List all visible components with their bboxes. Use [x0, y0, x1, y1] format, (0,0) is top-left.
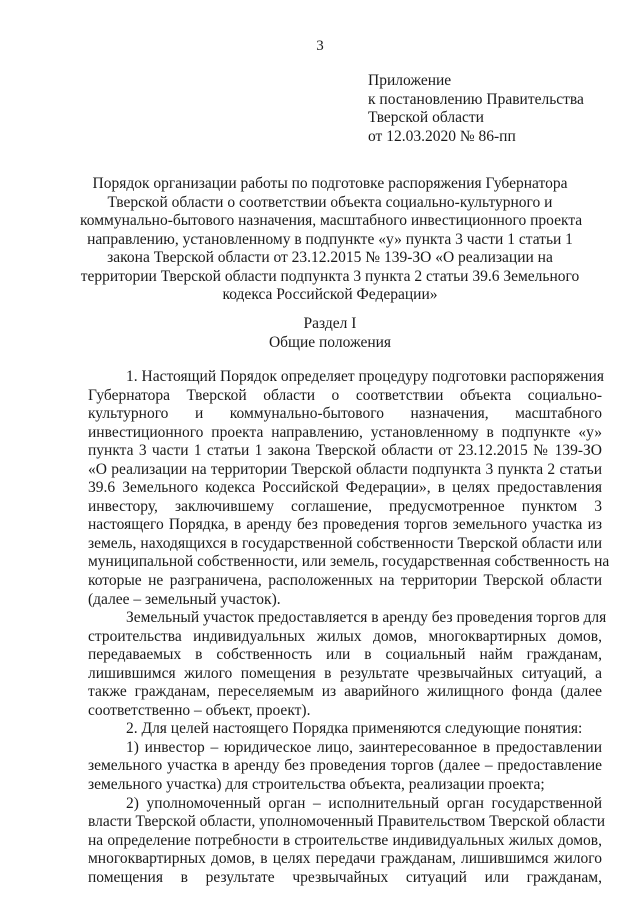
section-heading — [80, 314, 580, 352]
appendix-line: к постановлению Правительства — [368, 90, 584, 108]
title-line: территории Тверской области подпункта 3 пункта 2 статьи 39.6 Земельного — [80, 267, 580, 285]
section-number: Раздел I — [303, 315, 357, 332]
paragraph-line: строительства индивидуальных жилых домов, многоквартирных домов, — [88, 627, 602, 645]
title-line: закона Тверской области от 23.12.2015 № 139-ЗО «О реализации на — [107, 249, 553, 266]
title-line: Порядок организации работы по подготовке распоряжения Губернатора — [92, 175, 568, 192]
title-line: Тверской области о соответствии объекта социально-культурного и — [107, 193, 553, 211]
paragraph-line: на определение потребности в строительстве индивидуальных жилых домов, — [88, 831, 602, 849]
paragraph-line: которые не разграничена, расположенных на территории Тверской области — [88, 572, 602, 590]
title-line: коммунально-бытового назначения, масштабного инвестиционного проекта — [80, 212, 583, 229]
paragraph-line: лишившимся жилого помещения в результате чрезвычайных ситуаций, а — [88, 664, 602, 682]
paragraph-line: власти Тверской области, уполномоченный Правительством Тверской области — [88, 813, 606, 831]
paragraph-line: земельного участка в аренду без проведения торгов (далее – предоставление — [88, 757, 602, 775]
paragraph-line: земельного участка) для строительства объекта, реализации проекта; — [88, 776, 545, 794]
paragraph-line: 2) уполномоченный орган – исполнительный орган государственной — [126, 794, 602, 812]
paragraph-line: пункта 3 части 1 статьи 1 закона Тверской области от 23.12.2015 № 139-ЗО — [88, 442, 602, 460]
paragraph-line: 1) инвестор – юридическое лицо, заинтересованное в предоставлении — [126, 738, 602, 756]
page-number: 3 — [316, 38, 324, 54]
paragraph-line: «О реализации на территории Тверской области подпункта 3 пункта 2 статьи — [88, 460, 602, 478]
paragraph-line: Земельный участок предоставляется в аренду без проведения торгов для — [126, 609, 607, 627]
paragraph-line: 1. Настоящий Порядок определяет процедуру подготовки распоряжения — [126, 368, 604, 385]
paragraph-line: 39.6 Земельного кодекса Российской Федерации», в целях предоставления — [88, 479, 602, 497]
paragraph-line: 2. Для целей настоящего Порядка применяются следующие понятия: — [126, 720, 583, 738]
paragraph-line: также гражданам, переселяемым из аварийного жилищного фонда (далее — [88, 683, 602, 701]
appendix-line: Тверской области — [368, 109, 484, 126]
paragraph-line: муниципальной собственности, или земель, государственная собственность на — [88, 553, 610, 571]
paragraph-line: многоквартирных домов, в целях передачи гражданам, лишившимся жилого — [88, 850, 602, 868]
paragraph-line: передаваемых в собственность или в социальный найм гражданам, — [88, 646, 602, 664]
paragraph-line: помещения в результате чрезвычайных ситуаций или гражданам, — [88, 868, 602, 886]
paragraph-line: соответственно – объект, проект). — [88, 701, 311, 719]
paragraph-line: инвестору, заключившему соглашение, предусмотренное пунктом 3 — [88, 497, 602, 515]
title-line: направлению, установленному в подпункте «у» пункта 3 части 1 статьи 1 — [87, 230, 573, 248]
appendix-line: Приложение — [368, 72, 452, 89]
appendix-line: от 12.03.2020 № 86-пп — [368, 127, 516, 145]
paragraph-line: настоящего Порядка, в аренду без проведения торгов земельного участка из — [88, 516, 602, 534]
body-text — [88, 368, 610, 887]
appendix-block — [368, 72, 584, 146]
paragraph-line: культурного и коммунально-бытового назначения, масштабного — [88, 405, 602, 423]
paragraph-line: Губернатора Тверской области о соответствии объекта социально- — [88, 386, 602, 404]
paragraph-line: инвестиционного проекта направлению, установленному в подпункте «у» — [88, 423, 602, 441]
paragraph-line: (далее – земельный участок). — [88, 590, 281, 608]
paragraph-line: земель, находящихся в государственной собственности Тверской области или — [88, 534, 602, 552]
document-title — [80, 175, 583, 305]
section-name: Общие положения — [268, 334, 392, 351]
title-line: кодекса Российской Федерации» — [222, 286, 438, 303]
